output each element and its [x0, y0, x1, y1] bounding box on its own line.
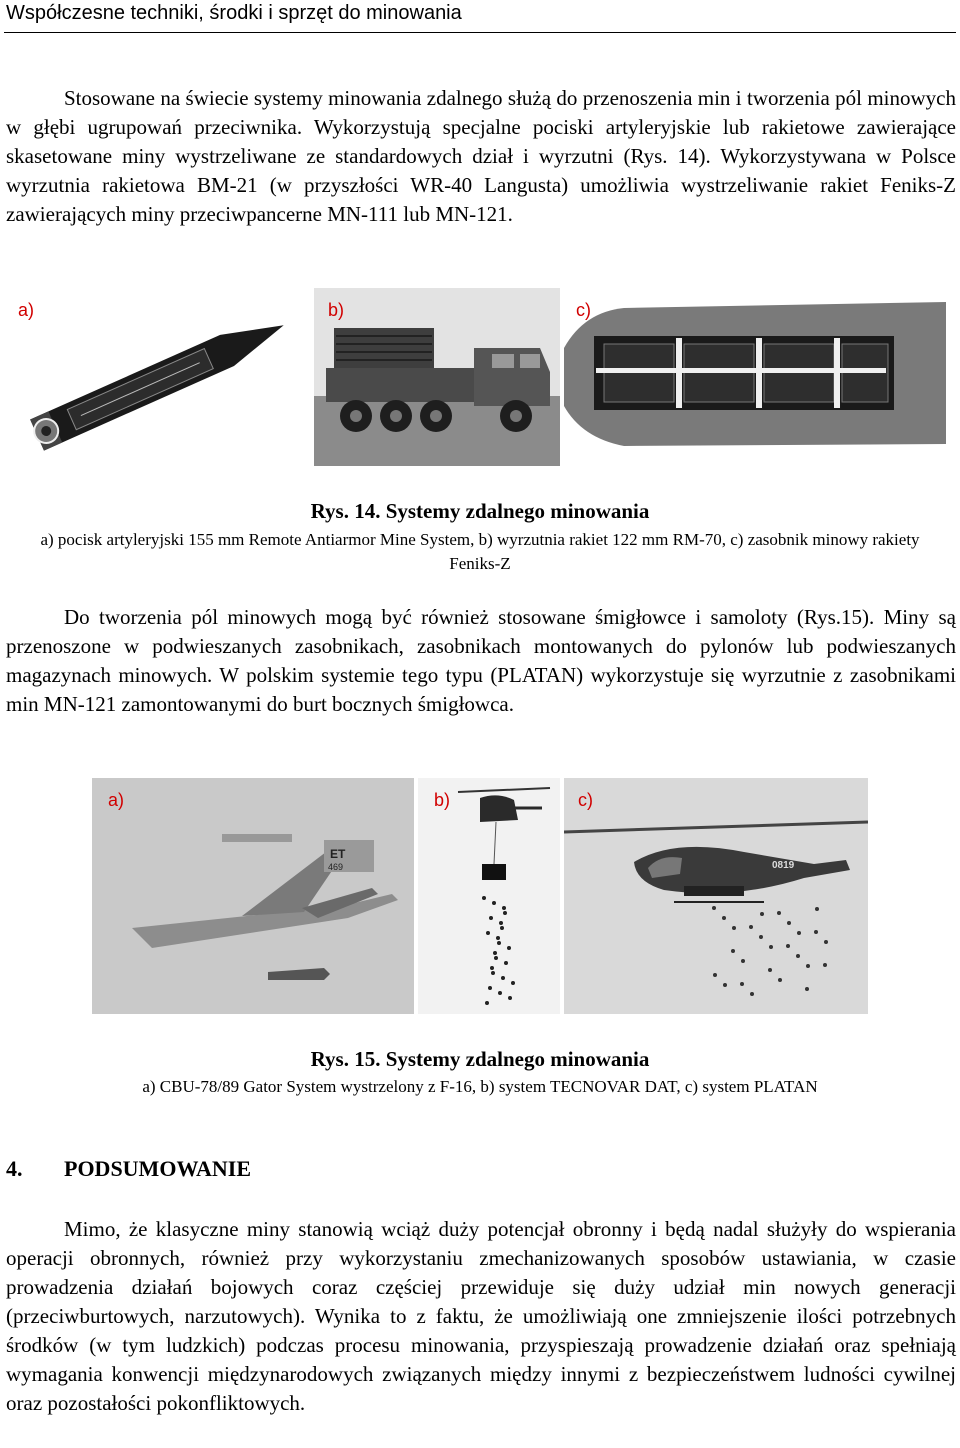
falling-mine-dot	[493, 951, 497, 955]
figure-15-caption-title: Rys. 15. Systemy zdalnego minowania	[310, 1047, 650, 1071]
falling-mine-dot	[740, 982, 744, 986]
falling-mine-dot	[492, 901, 496, 905]
falling-mine-dot	[503, 911, 507, 915]
falling-mine-dot	[713, 973, 717, 977]
falling-mine-dot	[482, 896, 486, 900]
falling-mine-dot	[824, 940, 828, 944]
falling-mine-dot	[499, 921, 503, 925]
falling-mine-dot	[786, 944, 790, 948]
running-header: Współczesne techniki, środki i sprzęt do minowania	[6, 2, 462, 24]
falling-mine-dot	[501, 976, 505, 980]
figure-14-caption-title: Rys. 14. Systemy zdalnego minowania	[310, 499, 650, 523]
falling-mine-dot	[500, 926, 504, 930]
falling-mine-dot	[823, 963, 827, 967]
figure-14b-launcher-image	[314, 288, 560, 466]
falling-mine-dot	[508, 996, 512, 1000]
section-number: 4.	[6, 1156, 23, 1181]
figure-14b-label: b)	[328, 300, 345, 320]
paragraph-aircraft: Do tworzenia pól minowych mogą być również stosowane śmigłowce i samoloty (Rys.15). Miny są przenoszone w podwieszanych zasobnikach, zasobnikach montowanych do pylonów lub podwieszanych magazynach minowych. W polskim systemie tego typu (PLATAN) wykorzystuje się wyrzutnie z zasobnikami min MN-121 zamontowanymi do burt bocznych śmigłowca.	[6, 605, 956, 716]
figure-14a-shell-image	[4, 288, 306, 466]
figure-15-caption-description: a) CBU-78/89 Gator System wystrzelony z F-16, b) system TECNOVAR DAT, c) system PLATAN	[142, 1077, 818, 1096]
falling-mine-dot	[497, 941, 501, 945]
figure-14-caption-description: a) pocisk artyleryjski 155 mm Remote Antiarmor Mine System, b) wyrzutnia rakiet 122 mm RM-70, c) zasobnik minowy rakiety Feniks-Z	[40, 530, 920, 573]
falling-mine-dot	[768, 968, 772, 972]
figure-15c-platan-image	[564, 778, 868, 1014]
falling-mine-dot	[486, 931, 490, 935]
falling-mine-dot	[504, 961, 508, 965]
falling-mine-dot	[778, 978, 782, 982]
falling-mine-dot	[759, 935, 763, 939]
falling-mine-dot	[732, 926, 736, 930]
figure-15a-label: a)	[108, 790, 125, 810]
section-heading	[6, 1156, 251, 1182]
falling-mine-dot	[723, 983, 727, 987]
f16-marking-et: ET	[330, 847, 346, 861]
falling-mine-dot	[496, 936, 500, 940]
falling-mine-dot	[797, 931, 801, 935]
falling-mine-dot	[491, 971, 495, 975]
falling-mine-dot	[760, 912, 764, 916]
falling-mine-dot	[769, 945, 773, 949]
falling-mine-dot	[750, 992, 754, 996]
figure-15a-f16-image	[92, 778, 414, 1014]
falling-mine-dot	[796, 954, 800, 958]
falling-mine-dot	[805, 987, 809, 991]
falling-mine-dot	[498, 991, 502, 995]
falling-mine-dot	[511, 981, 515, 985]
falling-mine-dot	[749, 925, 753, 929]
falling-mine-dot	[488, 986, 492, 990]
falling-mine-dot	[731, 949, 735, 953]
figure-14c-label: c)	[576, 300, 591, 320]
falling-mine-dot	[814, 930, 818, 934]
figure-15c-label: c)	[578, 790, 593, 810]
falling-mine-dot	[806, 964, 810, 968]
f16-marking-469: 469	[328, 862, 344, 872]
falling-mine-dot	[741, 959, 745, 963]
falling-mine-dot	[494, 956, 498, 960]
paragraph-summary: Mimo, że klasyczne miny stanowią wciąż duży potencjał obronny i będą nadal służyły do wspierania operacji obronnych, również przy wykorzystaniu zmechanizowanych sposobów ustawiania, w czasie prowadzenia działań bojowych coraz częściej przewiduje się duży udział min nowych generacji (przeciwburtowych, narzutowych). Wynika to z faktu, że umożliwiają one zmniejszenie ilości potrzebnych środków (w tym ludzkich) podczas procesu minowania, przyspieszają prowadzenie działań oraz spełniają wymagania konwencji międzynarodowych związanych między innymi z bezpieczeństwem ludności cywilnej oraz pozostałości pokonfliktowych.	[6, 1217, 956, 1415]
section-title: PODSUMOWANIE	[64, 1156, 252, 1181]
header-rule	[4, 32, 956, 33]
figure-15b-label: b)	[434, 790, 451, 810]
falling-mine-dot	[777, 911, 781, 915]
falling-mine-dot	[485, 1001, 489, 1005]
figure-14a-label: a)	[18, 300, 35, 320]
falling-mine-dot	[815, 907, 819, 911]
falling-mine-dot	[489, 916, 493, 920]
falling-mine-dot	[502, 906, 506, 910]
figure-15b-helicopter-image	[418, 778, 560, 1014]
falling-mine-dot	[722, 916, 726, 920]
falling-mine-dot	[712, 906, 716, 910]
figure-14c-container-image	[564, 288, 946, 466]
platan-marking: 0819	[772, 860, 795, 871]
falling-mine-dot	[787, 921, 791, 925]
paragraph-intro: Stosowane na świecie systemy minowania zdalnego służą do przenoszenia min i tworzenia pól minowych w głębi ugrupowań przeciwnika. Wykorzystują specjalne pociski artyleryjskie lub rakietowe zawierające skasetowane miny wystrzeliwane ze standardowych dział i wyrzutni (Rys. 14). Wykorzystywana w Polsce wyrzutnia rakietowa BM-21 (w przyszłości WR-40 Langusta) umożliwia wystrzeliwanie rakiet Feniks-Z zawierających miny przeciwpancerne MN-111 lub MN-121.	[6, 86, 956, 226]
falling-mine-dot	[490, 966, 494, 970]
falling-mine-dot	[507, 946, 511, 950]
